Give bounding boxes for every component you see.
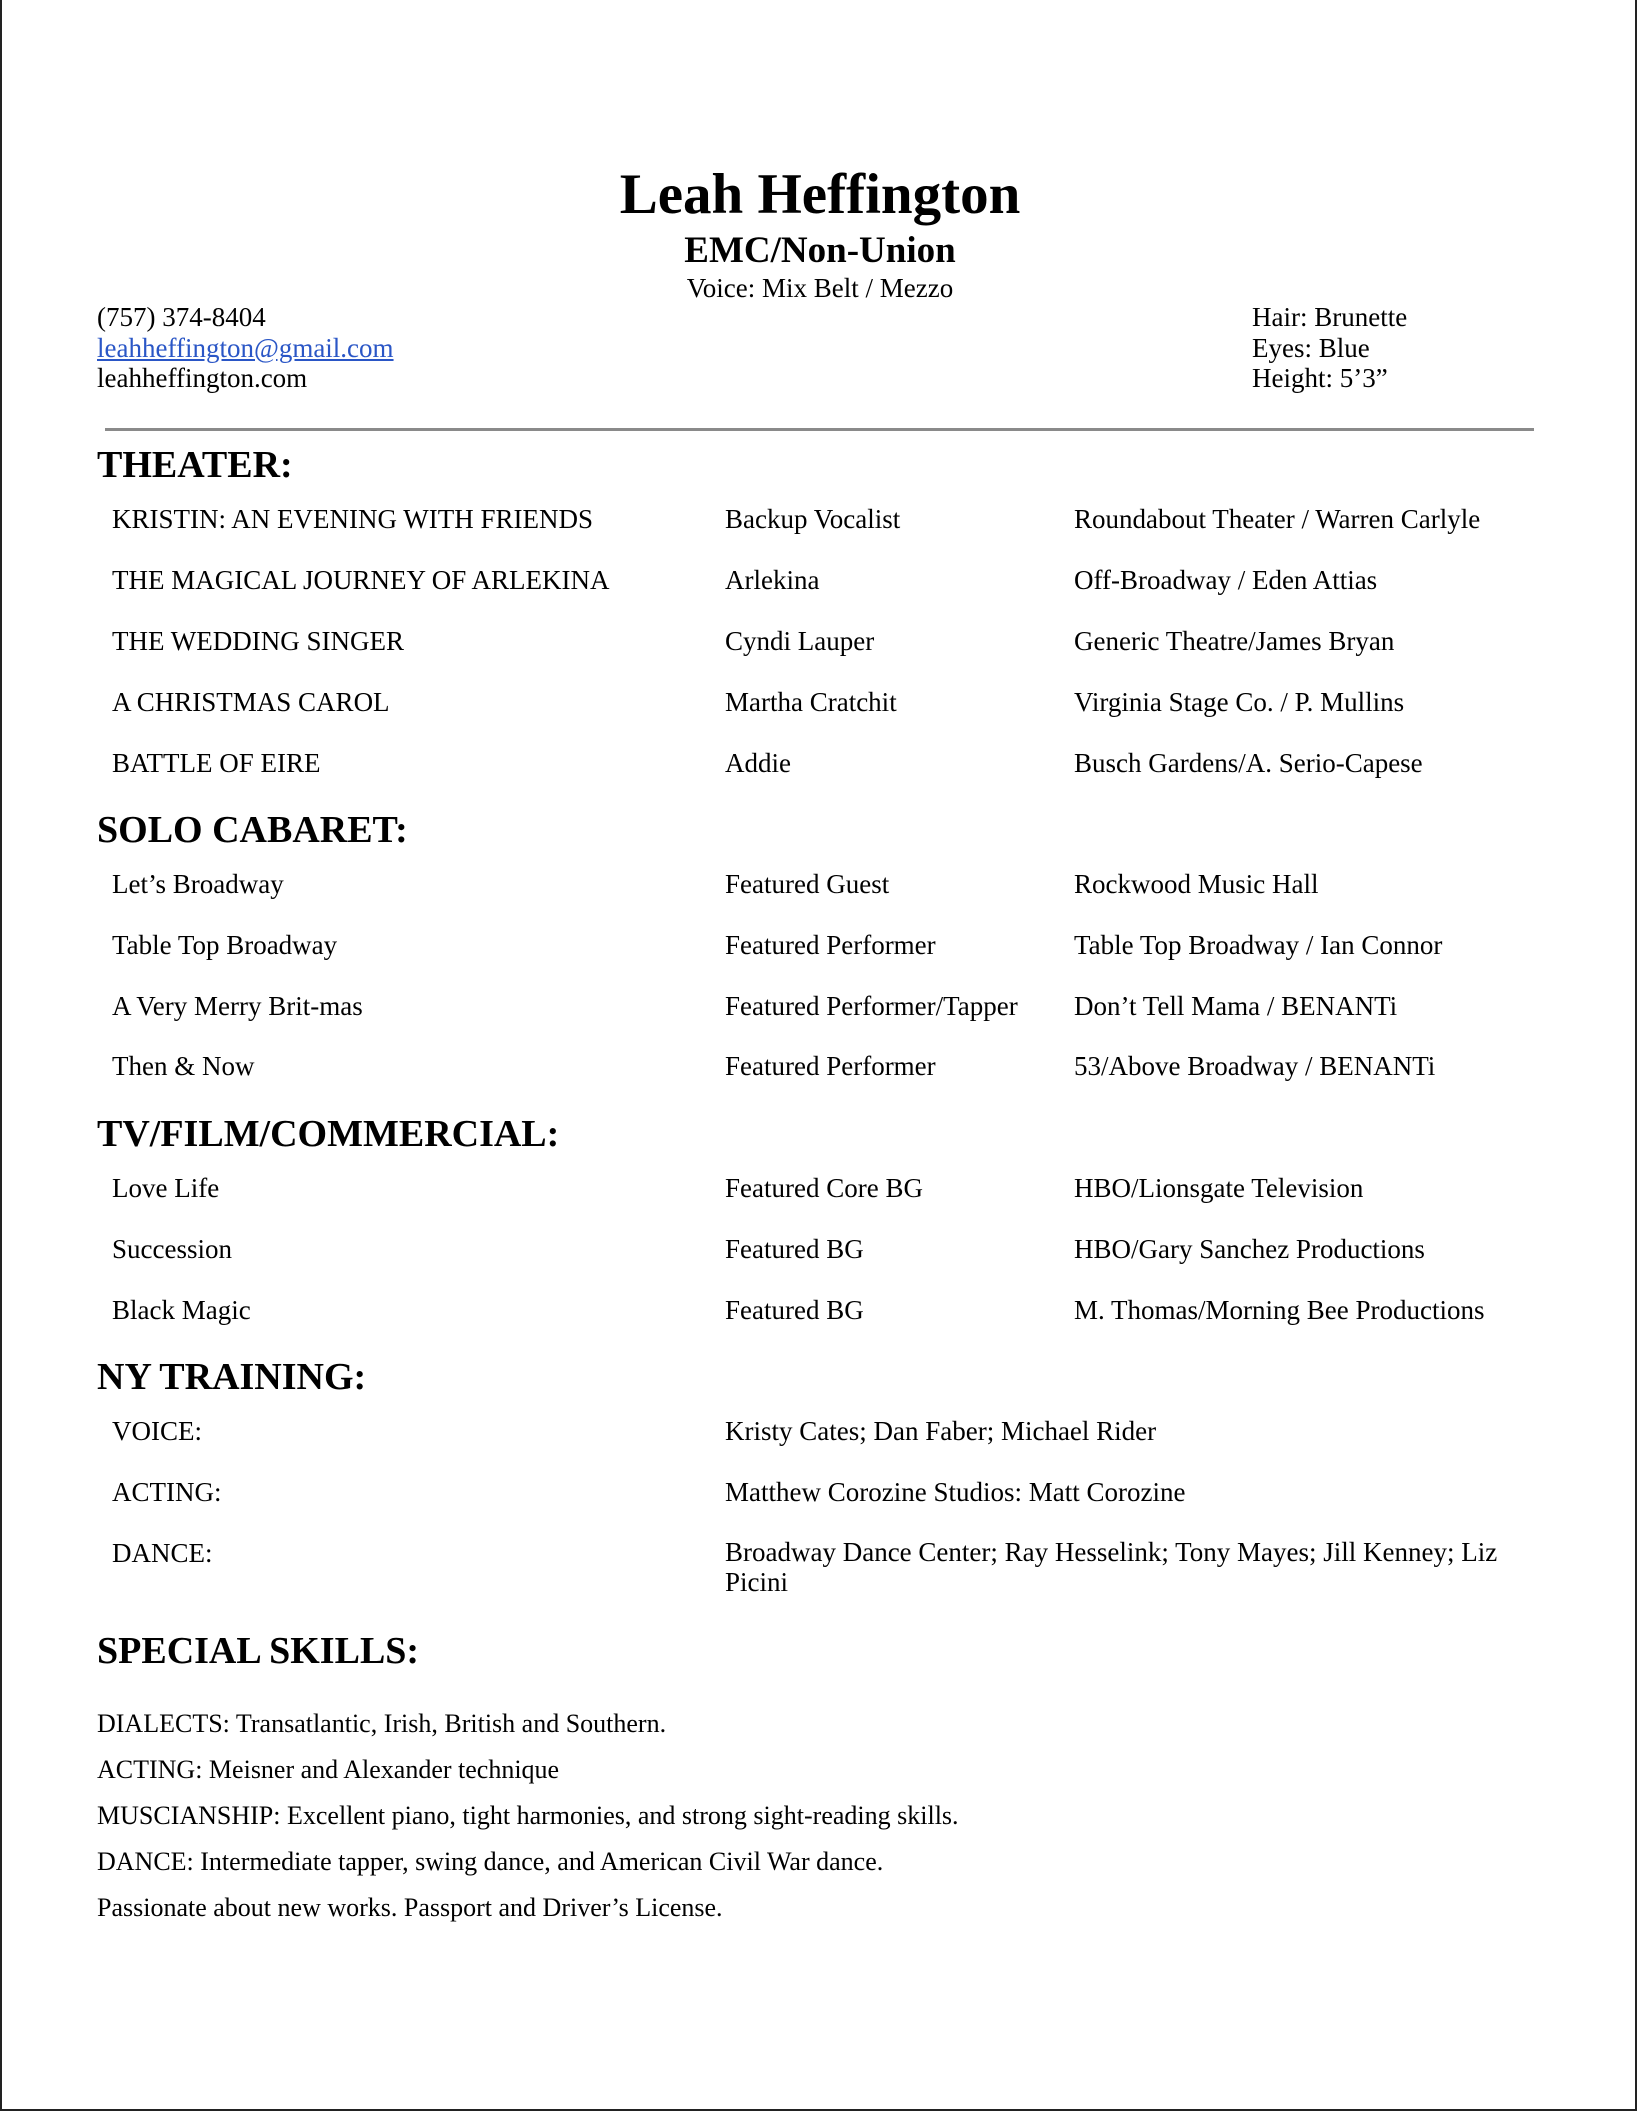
credit-title: THE MAGICAL JOURNEY OF ARLEKINA: [112, 565, 610, 595]
credit-title: Let’s Broadway: [112, 869, 284, 899]
credit-venue: M. Thomas/Morning Bee Productions: [1074, 1295, 1485, 1325]
credit-role: Featured BG: [725, 1295, 864, 1325]
credit-venue: Roundabout Theater / Warren Carlyle: [1074, 504, 1481, 534]
theater-row: [0, 747, 1640, 781]
credit-role: Arlekina: [725, 565, 820, 595]
credit-venue: HBO/Lionsgate Television: [1074, 1173, 1364, 1203]
skills-heading: SPECIAL SKILLS:: [97, 1630, 420, 1672]
email-link[interactable]: leahheffington@gmail.com: [97, 332, 394, 363]
credit-venue: 53/Above Broadway / BENANTi: [1074, 1051, 1436, 1081]
credit-title: Black Magic: [112, 1295, 251, 1325]
eyes-stat: Eyes: Blue: [1252, 332, 1370, 363]
credit-venue: Table Top Broadway / Ian Connor: [1074, 930, 1443, 960]
credit-role: Cyndi Lauper: [725, 626, 875, 656]
credit-title: A Very Merry Brit-mas: [112, 991, 363, 1021]
credit-title: KRISTIN: AN EVENING WITH FRIENDS: [112, 504, 593, 534]
credit-venue: Busch Gardens/A. Serio-Capese: [1074, 748, 1423, 778]
training-row: [0, 1415, 1640, 1449]
header-divider: [105, 428, 1534, 431]
website: leahheffington.com: [97, 363, 308, 393]
training-category: ACTING:: [112, 1477, 222, 1507]
credit-title: THE WEDDING SINGER: [112, 626, 404, 656]
credit-venue: Don’t Tell Mama / BENANTi: [1074, 991, 1398, 1021]
contact-block: [97, 302, 394, 394]
training-teachers: Matthew Corozine Studios: Matt Corozine: [725, 1477, 1186, 1507]
credit-title: Love Life: [112, 1173, 220, 1203]
training-row: [0, 1537, 1640, 1601]
skill-line: DIALECTS: Transatlantic, Irish, British and Southern.: [97, 1709, 667, 1738]
credit-title: A CHRISTMAS CAROL: [112, 687, 390, 717]
credit-title: Succession: [112, 1234, 232, 1264]
credit-role: Featured Performer: [725, 1051, 936, 1081]
theater-row: [0, 564, 1640, 598]
cabaret-row: [0, 868, 1640, 902]
credit-role: Featured Core BG: [725, 1173, 923, 1203]
skill-line: DANCE: Intermediate tapper, swing dance, and American Civil War dance.: [97, 1847, 884, 1876]
credit-title: Then & Now: [112, 1051, 255, 1081]
credit-title: Table Top Broadway: [112, 930, 338, 960]
credit-role: Featured Performer/Tapper: [725, 991, 1018, 1021]
skill-line: Passionate about new works. Passport and Driver’s License.: [97, 1893, 723, 1922]
credit-role: Featured BG: [725, 1234, 864, 1264]
theater-row: [0, 503, 1640, 537]
skill-line: ACTING: Meisner and Alexander technique: [97, 1755, 560, 1784]
stats-block: [1252, 302, 1407, 394]
height-stat: Height: 5’3”: [1252, 363, 1388, 393]
training-teachers: Kristy Cates; Dan Faber; Michael Rider: [725, 1416, 1157, 1446]
theater-heading: THEATER:: [97, 444, 293, 486]
resume-name: Leah Heffington: [619, 163, 1021, 226]
tv-row: [0, 1172, 1640, 1206]
credit-venue: HBO/Gary Sanchez Productions: [1074, 1234, 1425, 1264]
cabaret-heading: SOLO CABARET:: [97, 809, 408, 851]
credit-title: BATTLE OF EIRE: [112, 748, 321, 778]
tv-row: [0, 1294, 1640, 1328]
training-row: [0, 1476, 1640, 1510]
theater-row: [0, 686, 1640, 720]
union-status: EMC/Non-Union: [684, 230, 956, 271]
phone-number: (757) 374-8404: [97, 302, 266, 332]
credit-role: Martha Cratchit: [725, 687, 897, 717]
credit-venue: Rockwood Music Hall: [1074, 869, 1319, 899]
credit-role: Featured Guest: [725, 869, 890, 899]
voice-type: Voice: Mix Belt / Mezzo: [686, 273, 954, 303]
cabaret-row: [0, 990, 1640, 1024]
credit-venue: Generic Theatre/James Bryan: [1074, 626, 1395, 656]
credit-role: Featured Performer: [725, 930, 936, 960]
credit-role: Addie: [725, 748, 791, 778]
training-category: DANCE:: [112, 1538, 213, 1568]
training-teachers: Broadway Dance Center; Ray Hesselink; Tony Mayes; Jill Kenney; Liz Picini: [725, 1537, 1498, 1597]
credit-venue: Off-Broadway / Eden Attias: [1074, 565, 1378, 595]
cabaret-row: [0, 1050, 1640, 1084]
credit-role: Backup Vocalist: [725, 504, 901, 534]
cabaret-row: [0, 929, 1640, 963]
training-category: VOICE:: [112, 1416, 202, 1446]
hair-stat: Hair: Brunette: [1252, 302, 1408, 332]
theater-row: [0, 625, 1640, 659]
skill-line: MUSCIANSHIP: Excellent piano, tight harmonies, and strong sight-reading skills.: [97, 1801, 959, 1830]
tv-row: [0, 1233, 1640, 1267]
training-heading: NY TRAINING:: [97, 1356, 367, 1398]
credit-venue: Virginia Stage Co. / P. Mullins: [1074, 687, 1405, 717]
tv-heading: TV/FILM/COMMERCIAL:: [97, 1113, 560, 1155]
